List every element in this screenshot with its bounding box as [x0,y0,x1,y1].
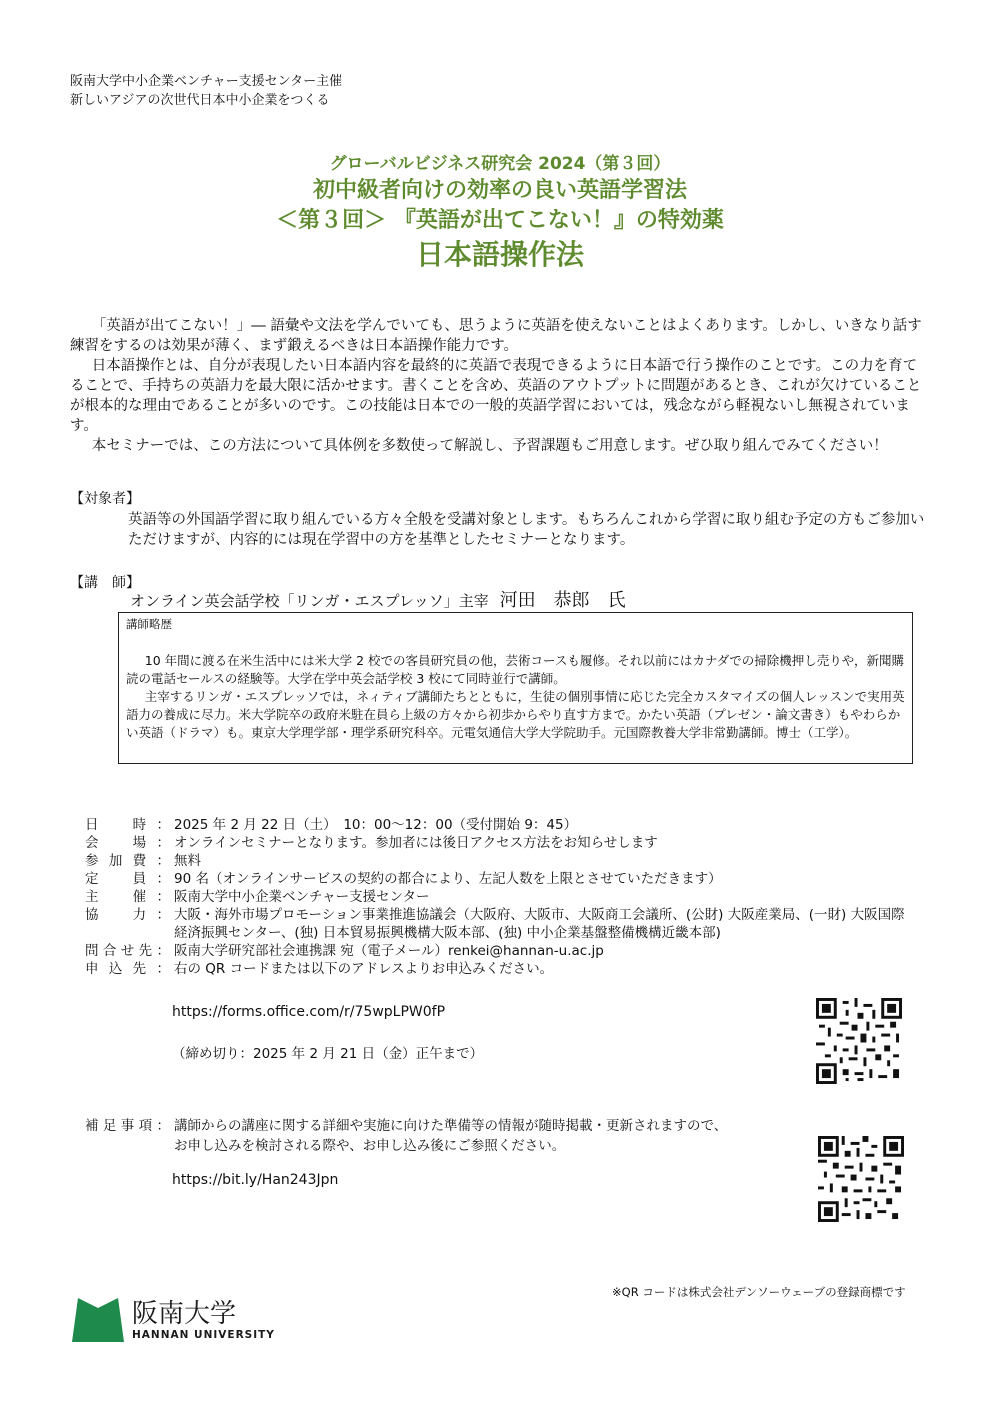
series-title: グローバルビジネス研究会 2024（第３回） [329,154,671,174]
info-row-fee [85,852,909,870]
title-block [0,152,1000,274]
intro-paragraph: 本セミナーでは、この方法について具体例を多数使って解説し、予習課題もご用意します。ぜひ取り組んでみてください！ [91,438,888,454]
trademark-note: ※QR コードは株式会社デンソーウェーブの登録商標です [612,1285,906,1299]
supplement-text [174,1116,909,1156]
bio-body [126,652,905,742]
course-title: 初中級者向けの効率の良い英語学習法 [312,178,687,203]
info-value: オンラインセミナーとなります。参加者には後日アクセス方法をお知らせします [174,835,658,851]
lecturer-affiliation: オンライン英会話学校「リンガ・エスプレッソ」主宰 [130,592,489,610]
organizer-line: 阪南大学中小企業ベンチャー支援センター主催 [70,74,343,89]
info-label: 主 催： [85,889,170,905]
lecturer-heading: 【講 師】 [70,575,140,591]
info-value: 右の QR コードまたは以下のアドレスよりお申込みください。 [174,961,554,977]
bio-paragraph: 主宰するリンガ・エスプレッソでは，ネィティブ講師たちとともに，生徒の個別事情に応じた完全カスタマイズの個人レッスンで実用英語力の養成に尽力。米大学院卒の政府米駐在員ら上級の方々から初歩からやり直す方まで。かたい英語（プレゼン・論文書き）もやわらかい英語（ドラマ）も。東京大学理学部・理学系研究科卒。元電気通信大学大学院助手。元国際教養大学非常勤講師。博士（工学）。 [126,689,905,740]
info-row-capacity [85,870,909,888]
info-row-cooperation [85,906,909,942]
intro-text [70,316,930,456]
info-label: 問合せ先： [85,943,170,959]
info-value: 無料 [174,853,201,869]
lecturer-line [130,590,626,612]
intro-paragraph: 日本語操作とは、自分が表現したい日本語内容を最終的に英語で表現できるように日本語で行う操作のことです。この力を育てることで、手持ちの英語力を最大限に活かせます。書くことを含め、英語のアウトプットに問題があるとき、これが欠けていることが根本的な理由であることが多いのです。この技能は日本での一般的英語学習においては，残念ながら軽視ないし無視されています。 [70,358,922,434]
info-label: 協 力： [85,907,170,923]
bio-heading: 講師略歴 [126,617,172,631]
logo-text [132,1299,275,1341]
info-value: 阪南大学研究部社会連携課 宛（電子メール）renkei@hannan-u.ac.jp [174,943,604,959]
info-value: 阪南大学中小企業ベンチャー支援センター [174,889,430,905]
application-deadline: （締め切り：2025 年 2 月 21 日（金）正午まで） [172,1046,484,1062]
supplement-row [85,1116,909,1156]
logo-english: HANNAN UNIVERSITY [132,1329,275,1341]
info-row-apply [85,960,909,978]
lecturer-name: 河田 恭郎 氏 [499,590,626,611]
main-title: 日本語操作法 [415,238,584,271]
logo-japanese: 阪南大学 [132,1299,237,1329]
info-row-organizer [85,888,909,906]
info-row-contact [85,942,909,960]
intro-paragraph: 「英語が出てこない！」― 語彙や文法を学んでいても、思うように英語を使えないことはよくあります。しかし、いきなり話す練習をするのは効果が薄く、まず鍛えるべきは日本語操作能力です。 [70,318,922,354]
info-value: 90 名（オンラインサービスの契約の都合により、左記人数を上限とさせていただきます） [174,871,722,887]
university-logo [72,1298,275,1342]
info-value: 2025 年 2 月 22 日（土） 10：00～12：00（受付開始 9：45） [174,817,578,833]
info-label: 定 員： [85,871,170,887]
bio-paragraph: 10 年間に渡る在米生活中には米大学 2 校での客員研究員の他，芸術コースも履修。それ以前にはカナダでの掃除機押し売りや，新聞購読の電話セールスの経験等。大学在学中英会話学校 3 校にて同時並行で講師。 [126,653,905,686]
university-emblem-icon [72,1298,124,1342]
supplement-url-link[interactable]: https://bit.ly/Han243Jpn [172,1172,339,1188]
supplement-line: 講師からの講座に関する詳細や実施に向けた準備等の情報が随時掲載・更新されますので、 [174,1118,728,1134]
supplement-section [85,1116,909,1156]
info-label: 申込先： [85,961,170,977]
supplement-label: 補足事項： [85,1118,170,1134]
target-heading: 【対象者】 [70,491,140,507]
info-label: 参加費： [85,853,170,869]
application-qr-code[interactable] [816,998,902,1084]
info-row-venue [85,834,909,852]
supplement-qr-code[interactable] [818,1136,904,1222]
info-label: 会 場： [85,835,170,851]
target-body: 英語等の外国語学習に取り組んでいる方々全般を受講対象とします。もちろんこれから学習に取り組む予定の方もご参加いただけますが、内容的には現在学習中の方を基準としたセミナーとなります。 [128,512,925,548]
session-title: ＜第３回＞ 『英語が出てこない！』の特効薬 [276,208,724,233]
info-label: 日 時： [85,817,170,833]
application-url-link[interactable]: https://forms.office.com/r/75wpLPW0fP [172,1004,446,1020]
supplement-line: お申し込みを検討される際や、お申し込み後にご参照ください。 [174,1138,566,1154]
info-value: 大阪・海外市場プロモーション事業推進協議会（大阪府、大阪市、大阪商工会議所、(公財) 大阪産業局、(一財) 大阪国際経済振興センター、(独) 日本貿易振興機構大阪本部、(独) 中小企業基盤整備機構近畿本部) [174,907,905,941]
info-row-datetime [85,816,909,834]
lecturer-bio-box [118,612,913,764]
organizer-header [70,72,342,110]
event-info [85,816,909,978]
tagline: 新しいアジアの次世代日本中小企業をつくる [70,93,330,108]
